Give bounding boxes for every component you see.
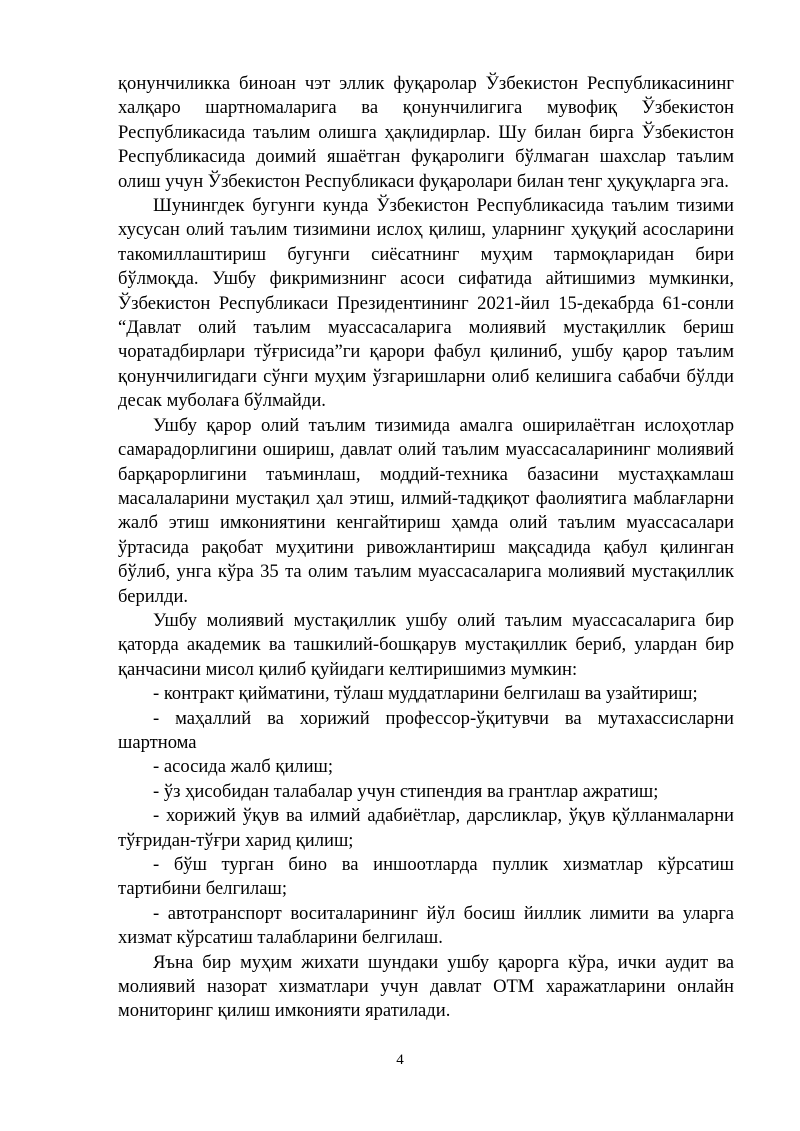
list-item: - маҳаллий ва хорижий профессор-ўқитувчи ва мутахассисларни шартнома (118, 707, 734, 753)
closing-paragraph: Яъна бир муҳим жихати шундаки ушбу қарорга кўра, ички аудит ва молиявий назорат хизматлари учун давлат ОТМ харажатларини онлайн мониторинг қилиш имконияти яратилади. (118, 951, 734, 1022)
paragraph-3: Ушбу қарор олий таълим тизимида амалга оширилаётган ислоҳотлар самарадорлигини ошириш, давлат олий таълим муассасаларининг молиявий барқарорлигини таъминлаш, моддий-техника базасини мустаҳкамлаш масалаларини мустақил ҳал этиш, илмий-тадқиқот фаолиятига маблағларни жалб этиш имкониятини кенгайтириш ҳамда олий таълим муассасалари ўртасида рақобат муҳитини ривожлантириш мақсадида қабул қилинган бўлиб, унга кўра 35 та олим таълим муассасаларига молиявий мустақиллик берилди. (118, 414, 734, 607)
list-item: - контракт қийматини, тўлаш муддатларини белгилаш ва узайтириш; (153, 683, 698, 705)
paragraph-2: Шунингдек бугунги кунда Ўзбекистон Республикасида таълим тизими хусусан олий таълим тизимини ислоҳ қилиш, уларнинг ҳуқуқий асосларини такомиллаштириш бугунги сиёсатнинг муҳим тармоқларидан бири бўлмоқда. Ушбу фикримизнинг асоси сифатида айтишимиз мумкинки, Ўзбекистон Республикаси Президентининг 2021-йил 15-декабрда 61-сонли “Давлат олий таълим муассасаларига молиявий мустақиллик бериш чоратадбирлари тўғрисида”ги қарори фабул қилиниб, ушбу қарор таълим қонунчилигидаги сўнги муҳим ўзгаришларни олиб келишига сабабчи бўлди десак муболаға бўлмайди. (118, 195, 734, 412)
list-item: - ўз ҳисобидан талабалар учун стипендия ва грантлар ажратиш; (153, 780, 659, 802)
list-item: - автотранспорт воситаларининг йўл босиш йиллик лимити ва уларга хизмат кўрсатиш талабларини белгилаш. (118, 902, 734, 949)
paragraph-1: қонунчиликка биноан чэт эллик фуқаролар Ўзбекистон Республикасининг халқаро шартномаларига ва қонунчилигига мувофиқ Ўзбекистон Республикасида таълим олишга ҳақлидирлар. Шу билан бирга Ўзбекистон Республикасида доимий яшаётган фуқаролиги бўлмаган шахслар таълим олиш учун Ўзбекистон Республикаси фуқаролари билан тенг ҳуқуқларга эга. (118, 73, 734, 192)
paragraph-4: Ушбу молиявий мустақиллик ушбу олий таълим муассасаларига бир қаторда академик ва ташкилий-бошқарув мустақиллик бериб, улардан бир қанчасини мисол қилиб қуйидаги келтиришимиз мумкин: (118, 609, 734, 680)
page-body (118, 72, 734, 1024)
list-item: - асосида жалб қилиш; (153, 756, 334, 778)
page-number: 4 (396, 1052, 404, 1068)
list-item: - бўш турган бино ва иншоотларда пуллик хизматлар кўрсатиш тартибини белгилаш; (118, 854, 734, 900)
list-item: - хорижий ўқув ва илмий адабиётлар, дарсликлар, ўқув қўлланмаларни тўғридан-тўғри харид қилиш; (118, 805, 734, 851)
